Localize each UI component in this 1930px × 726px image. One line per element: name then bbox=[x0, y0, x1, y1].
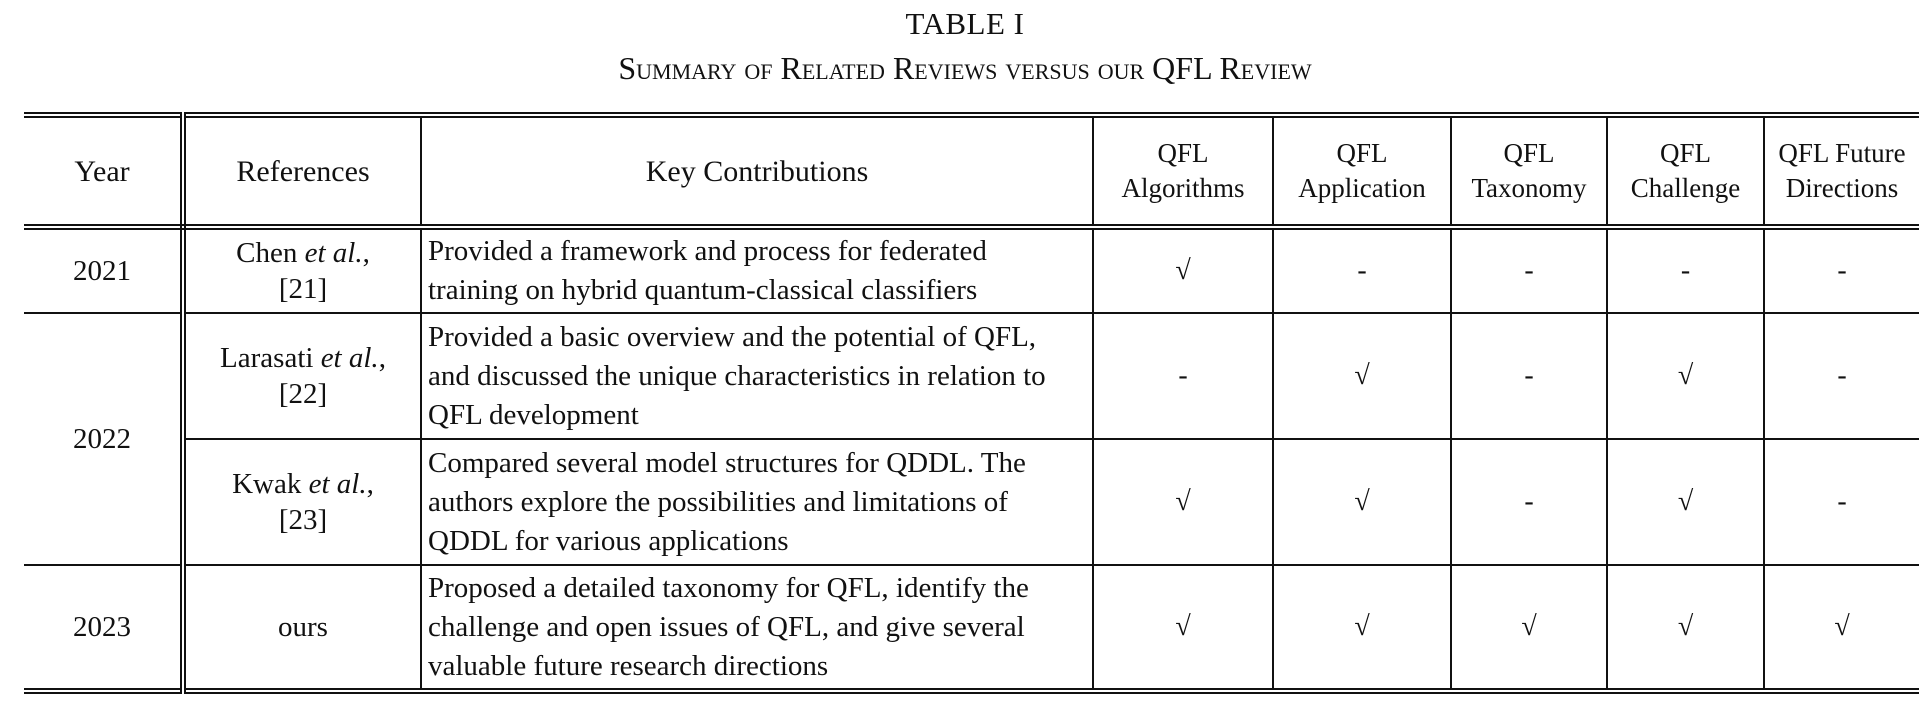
mark-challenge: √ bbox=[1607, 439, 1764, 565]
review-summary-table bbox=[24, 112, 1919, 694]
contribution-cell: Proposed a detailed taxonomy for QFL, identify the challenge and open issues of QFL, and give several valuable future research directions bbox=[421, 565, 1093, 691]
mark-challenge: √ bbox=[1607, 565, 1764, 691]
header-line: QFL Future bbox=[1778, 138, 1906, 168]
reference-cell bbox=[183, 565, 421, 691]
mark-future-directions: - bbox=[1764, 313, 1919, 439]
mark-algorithms: - bbox=[1093, 313, 1273, 439]
author-name: Chen bbox=[236, 237, 298, 269]
mark-application: √ bbox=[1273, 439, 1451, 565]
mark-future-directions: - bbox=[1764, 439, 1919, 565]
mark-challenge: - bbox=[1607, 227, 1764, 313]
header-line: Challenge bbox=[1630, 173, 1741, 203]
header-line: Application bbox=[1298, 173, 1426, 203]
year-cell: 2022 bbox=[24, 313, 183, 565]
header-line: QFL bbox=[1157, 138, 1209, 168]
header-line: QFL bbox=[1503, 138, 1555, 168]
header-line: Taxonomy bbox=[1471, 173, 1587, 203]
mark-challenge: √ bbox=[1607, 313, 1764, 439]
et-al: et al. bbox=[304, 237, 363, 269]
reference-cell bbox=[183, 439, 421, 565]
header-line: QFL bbox=[1336, 138, 1388, 168]
citation: [21] bbox=[278, 273, 328, 305]
header-qfl-challenge bbox=[1607, 115, 1764, 227]
table-label: TABLE I bbox=[905, 6, 1025, 41]
table-title: Summary of Related Reviews versus our QFL Review bbox=[618, 50, 1312, 86]
mark-algorithms: √ bbox=[1093, 439, 1273, 565]
citation: [22] bbox=[278, 378, 328, 410]
ref-comma: , bbox=[378, 342, 386, 374]
header-line: Directions bbox=[1785, 173, 1899, 203]
contribution-cell: Provided a basic overview and the potential of QFL, and discussed the unique characteristics in relation to QFL development bbox=[421, 313, 1093, 439]
mark-taxonomy: √ bbox=[1451, 565, 1607, 691]
header-row bbox=[24, 115, 1919, 227]
reference-cell bbox=[183, 227, 421, 313]
mark-application: - bbox=[1273, 227, 1451, 313]
reference-cell bbox=[183, 313, 421, 439]
mark-taxonomy: - bbox=[1451, 439, 1607, 565]
mark-taxonomy: - bbox=[1451, 313, 1607, 439]
author-name: Larasati bbox=[220, 342, 314, 374]
table-row bbox=[24, 439, 1919, 565]
ref-comma: , bbox=[366, 468, 374, 500]
header-qfl-future-directions bbox=[1764, 115, 1919, 227]
table-row bbox=[24, 565, 1919, 691]
header-qfl-taxonomy bbox=[1451, 115, 1607, 227]
mark-future-directions: √ bbox=[1834, 611, 1850, 642]
header-key-contributions: Key Contributions bbox=[421, 115, 1093, 227]
table-row bbox=[24, 313, 1919, 439]
et-al: et al. bbox=[308, 468, 367, 500]
et-al: et al. bbox=[320, 342, 379, 374]
mark-application: √ bbox=[1273, 313, 1451, 439]
year-cell: 2023 bbox=[24, 565, 183, 691]
header-qfl-application bbox=[1273, 115, 1451, 227]
header-references: References bbox=[183, 115, 421, 227]
header-line: Algorithms bbox=[1121, 173, 1245, 203]
ref-comma: , bbox=[362, 237, 370, 269]
contribution-cell: Provided a framework and process for federated training on hybrid quantum-classical classifiers bbox=[421, 227, 1093, 313]
header-line: QFL bbox=[1659, 138, 1711, 168]
header-qfl-algorithms bbox=[1093, 115, 1273, 227]
contribution-cell: Compared several model structures for QDDL. The authors explore the possibilities and limitations of QDDL for various applications bbox=[421, 439, 1093, 565]
mark-algorithms: √ bbox=[1093, 565, 1273, 691]
mark-application: √ bbox=[1273, 565, 1451, 691]
mark-future-directions: - bbox=[1764, 227, 1919, 313]
author-name: Kwak bbox=[232, 468, 302, 500]
citation: [23] bbox=[278, 504, 328, 536]
year-cell: 2021 bbox=[24, 227, 183, 313]
author-name: ours bbox=[278, 611, 328, 643]
table-row bbox=[24, 227, 1919, 313]
header-year: Year bbox=[24, 115, 183, 227]
mark-algorithms: √ bbox=[1093, 227, 1273, 313]
mark-taxonomy: - bbox=[1451, 227, 1607, 313]
